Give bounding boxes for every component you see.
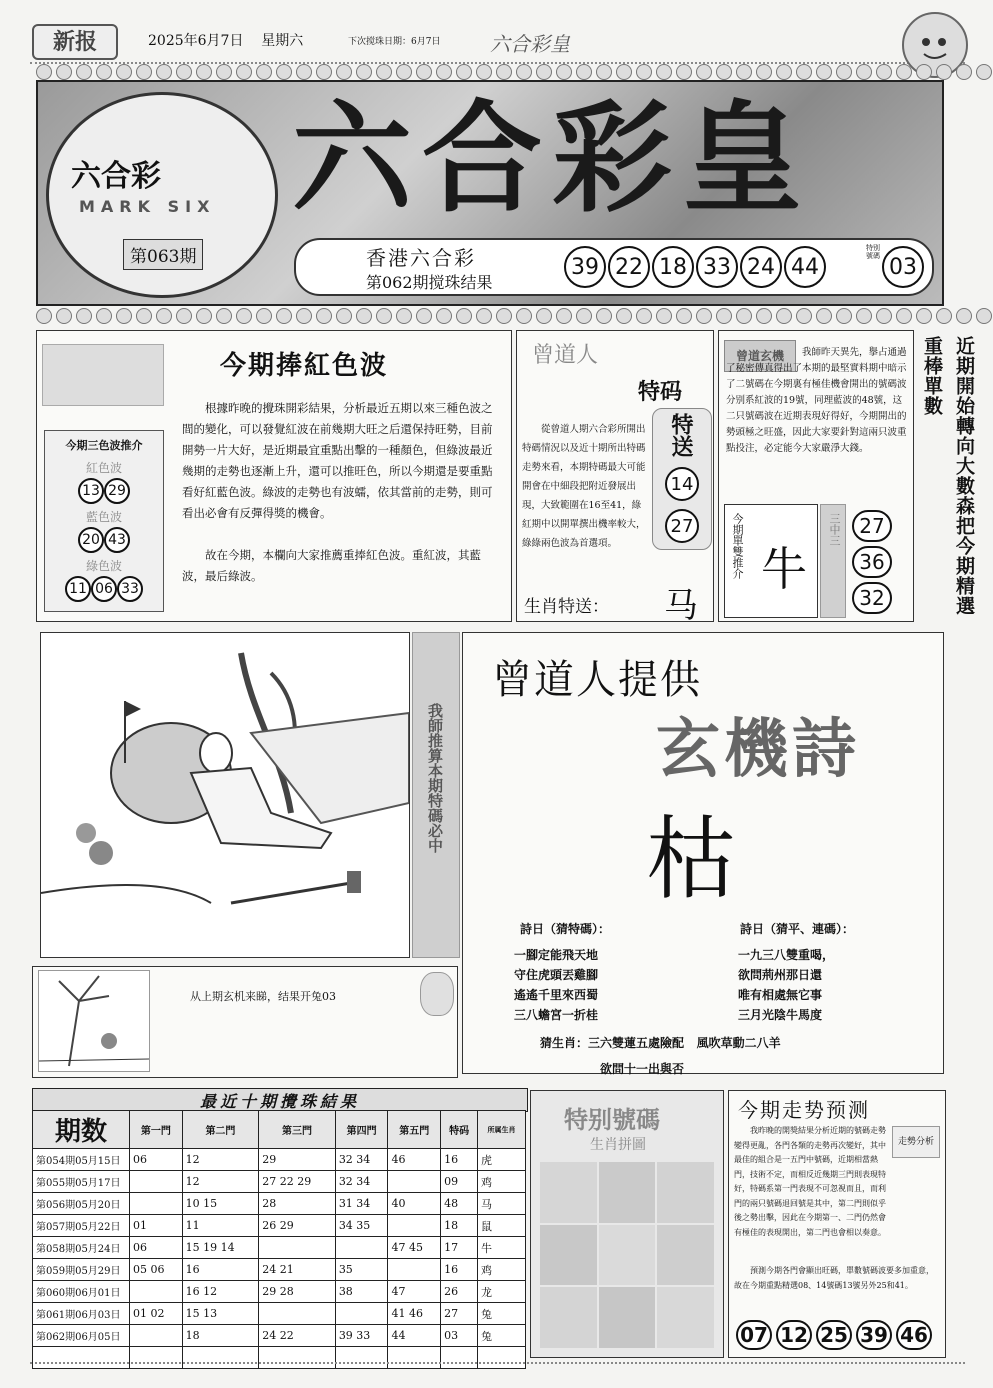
cell-c5: 40 <box>388 1193 441 1215</box>
col-period: 期数 <box>33 1111 130 1149</box>
cell-period: 第056期05月20日 <box>33 1193 130 1215</box>
teacher-ball-1: 27 <box>852 510 892 542</box>
cell-c1 <box>130 1171 183 1193</box>
zeng-shengxiao-label: 生肖特送： <box>524 597 609 617</box>
cell-c3: 24 22 <box>259 1325 336 1347</box>
cell-c4: 32 34 <box>335 1149 388 1171</box>
poem-left-1: 一腳定能飛天地 <box>514 948 599 962</box>
trend-ball-3: 25 <box>816 1320 852 1350</box>
cell-c1 <box>130 1281 183 1303</box>
cell-c1: 06 <box>130 1237 183 1259</box>
cell-c5: 47 <box>388 1281 441 1303</box>
draw-label: 第062期搅珠结果 <box>366 273 493 292</box>
cell-c4: 35 <box>335 1259 388 1281</box>
wave-recommend-title: 今期三色波推介 <box>65 439 143 452</box>
poem-guess-3: 欲問十一出與否 <box>600 1062 685 1076</box>
cell-c3: 28 <box>259 1193 336 1215</box>
issue-number: 第063期 <box>123 239 203 270</box>
draw-ball: 22 <box>608 246 650 288</box>
cell-c5 <box>388 1171 441 1193</box>
hk-label: 香港六合彩 <box>366 246 476 270</box>
trend-ball-5: 46 <box>896 1320 932 1350</box>
trend-badge: 走勢分析 <box>892 1126 940 1158</box>
red-wave-label: 紅色波 <box>85 461 122 475</box>
poem-right-2: 欲問荊州那日還 <box>738 968 823 982</box>
cell-c5: 41 46 <box>388 1303 441 1325</box>
teacher-recommend-box <box>724 504 818 618</box>
cell-c2: 10 15 <box>182 1193 259 1215</box>
poem-right-4: 三月光陰牛馬度 <box>738 1008 823 1022</box>
teacher-side-panel <box>820 504 846 618</box>
col-3: 第三門 <box>259 1111 336 1149</box>
cell-c2: 16 <box>182 1259 259 1281</box>
banner-title: 六合彩皇 <box>292 90 812 229</box>
zeng-ball-1: 14 <box>665 467 699 501</box>
trend-ball-2: 12 <box>776 1320 812 1350</box>
cell-s: 虎 <box>478 1149 526 1171</box>
cell-c1 <box>130 1193 183 1215</box>
cell-s: 鸡 <box>478 1259 526 1281</box>
cell-s: 鼠 <box>478 1215 526 1237</box>
cell-c3: 27 22 29 <box>259 1171 336 1193</box>
poem-left-4: 三八蟾宮一折桂 <box>514 1008 599 1022</box>
results-title: 最近十期攪珠結果 <box>32 1088 528 1112</box>
cell-c4: 38 <box>335 1281 388 1303</box>
table-row <box>33 1303 526 1325</box>
blue-wave-label: 藍色波 <box>85 510 122 524</box>
cell-c5: 44 <box>388 1325 441 1347</box>
table-row <box>33 1171 526 1193</box>
cell-s: 兔 <box>478 1325 526 1347</box>
cell-s: 龙 <box>478 1281 526 1303</box>
cell-c2: 15 19 14 <box>182 1237 259 1259</box>
zeng-body: 從曾道人期六合彩所開出特碼情況以及近十期所出特碼走勢來看，本期特碼最大可能開會在中細段把附近發展出現，大致範圍在16至41，綠紅期中以開單撰出機率較大，綠綠兩色波為首選項。 <box>522 424 646 549</box>
cell-period: 第057期05月22日 <box>33 1215 130 1237</box>
last-period-illustration <box>38 970 150 1072</box>
teacher-recommend-label: 今期單雙推介 <box>731 513 744 579</box>
cell-c2: 12 <box>182 1149 259 1171</box>
cell-period: 第054期05月15日 <box>33 1149 130 1171</box>
red-wave-logo <box>42 344 164 406</box>
teacher-body: 我師昨天異先，擧占通過了秘密傳真得出了本期的最堅實料期中暗示了二號碼在今期裏有極佳機會開出的號碼波分别系紅波的19號，同理藍波的48號，这二只號碼波在近期表現好得好，今期開出的勢頭極之旺盛，因此大家要針對這兩只波重點投注，必定能今大家嚴淨大錢。 <box>726 347 907 454</box>
cell-c2: 15 13 <box>182 1303 259 1325</box>
teacher-ball-2: 36 <box>852 546 892 578</box>
cell-t: 17 <box>441 1237 478 1259</box>
cell-t: 18 <box>441 1215 478 1237</box>
cell-c5: 47 45 <box>388 1237 441 1259</box>
cell-c4: 34 35 <box>335 1215 388 1237</box>
cell-period: 第061期06月03日 <box>33 1303 130 1325</box>
new-badge: 新报 <box>32 24 118 60</box>
cell-c3 <box>259 1237 336 1259</box>
red-wave-body2: 故在今期，本欄向大家推薦重捧紅色波。重紅波，其藍波，最后綠波。 <box>182 548 481 583</box>
zeng-tema-label: 特码 <box>638 380 683 405</box>
draw-ball: 24 <box>740 246 782 288</box>
cell-t: 48 <box>441 1193 478 1215</box>
poem-illustration <box>40 632 410 958</box>
col-5: 第五門 <box>388 1111 441 1149</box>
red-wave-balls <box>45 478 163 504</box>
cell-c5 <box>388 1215 441 1237</box>
table-row <box>33 1237 526 1259</box>
cell-c3 <box>259 1303 336 1325</box>
cell-c4 <box>335 1237 388 1259</box>
table-row <box>33 1259 526 1281</box>
cell-t: 09 <box>441 1171 478 1193</box>
zodiac-puzzle <box>540 1162 714 1348</box>
cell-c2 <box>182 1347 259 1369</box>
trend-ball-1: 07 <box>736 1320 772 1350</box>
red-ball-2: 29 <box>104 478 130 504</box>
sleeping-man-illustration <box>41 633 409 957</box>
cell-c2: 11 <box>182 1215 259 1237</box>
cell-c4 <box>335 1347 388 1369</box>
table-row <box>33 1215 526 1237</box>
number-dots-top <box>36 64 993 78</box>
poem-guess: 猜生肖：三六雙蓮五處險配 風吹草動二八羊 <box>540 1036 781 1050</box>
green-wave-label: 綠色波 <box>85 559 122 573</box>
red-ball-1: 13 <box>78 478 104 504</box>
blue-wave-balls <box>45 527 163 553</box>
poem-title: 玄機詩 <box>656 713 860 787</box>
brand-small: 六合彩皇 <box>490 32 570 56</box>
cell-t: 16 <box>441 1259 478 1281</box>
cell-period: 第060期06月01日 <box>33 1281 130 1303</box>
cell-c2: 16 12 <box>182 1281 259 1303</box>
poem-left-2: 守住虎頭丟雞腳 <box>514 968 599 982</box>
special-label: 特别號碼 <box>866 244 880 260</box>
cell-c5 <box>388 1347 441 1369</box>
poem-provider: 曾道人提供 <box>492 657 702 703</box>
trend-ball-4: 39 <box>856 1320 892 1350</box>
teacher-ball-3: 32 <box>852 582 892 614</box>
zeng-song-label: 特送 <box>668 413 693 457</box>
mascot-icon <box>420 972 454 1016</box>
cell-period: 第055期05月17日 <box>33 1171 130 1193</box>
cell-c1: 01 02 <box>130 1303 183 1325</box>
results-table <box>32 1110 526 1369</box>
trend-title: 今期走势预测 <box>738 1098 870 1122</box>
table-row <box>33 1193 526 1215</box>
cell-c4: 31 34 <box>335 1193 388 1215</box>
cell-c4: 39 33 <box>335 1325 388 1347</box>
cell-c4 <box>335 1303 388 1325</box>
table-row <box>33 1149 526 1171</box>
red-wave-body: 根據昨晚的攪珠開彩結果，分析最近五期以來三種色波之間的變化，可以發覺紅波在前幾期大旺之后還保持旺勢，目前開勢一片大好，是近期最宜重點出擊的一種顏色，但綠波最近幾期的走勢也逐漸上升，還可以推旺色，所以今期還是要重點看好紅藍色波。綠波的走勢也有波蠕，依其當前的走勢，則可看出必會有反彈得獎的機會。 <box>182 401 493 520</box>
green-wave-balls <box>45 576 163 602</box>
zeng-title: 曾道人 <box>532 343 599 368</box>
results-header-row <box>33 1111 526 1149</box>
teacher-logo: 曾道玄機 <box>724 340 796 372</box>
cell-period: 第059期05月29日 <box>33 1259 130 1281</box>
cell-c5 <box>388 1259 441 1281</box>
draw-ball: 39 <box>564 246 606 288</box>
teacher-vertical-text: 近期開始轉向大數森把今期精選重棒單數 <box>921 336 975 616</box>
cell-t: 03 <box>441 1325 478 1347</box>
poem-left-head: 詩日（猜特碼）： <box>520 922 611 936</box>
zeng-ball-2: 27 <box>665 509 699 543</box>
cell-s: 兔 <box>478 1303 526 1325</box>
draw-balls <box>564 246 826 288</box>
draw-ball: 44 <box>784 246 826 288</box>
header-date: 2025年6月7日 星期六 <box>148 33 304 49</box>
cell-c1 <box>130 1325 183 1347</box>
cell-t: 16 <box>441 1149 478 1171</box>
cell-s: 鸡 <box>478 1171 526 1193</box>
poem-side-strip <box>412 632 460 958</box>
special-title: 特别號碼 <box>564 1106 660 1134</box>
blue-ball-1: 20 <box>78 527 104 553</box>
banner-logo <box>46 92 278 298</box>
teacher-animal: 牛 <box>761 542 807 596</box>
cell-c1: 05 06 <box>130 1259 183 1281</box>
cell-t: 26 <box>441 1281 478 1303</box>
number-dots-mid <box>36 308 993 322</box>
zeng-shengxiao: 马 <box>664 586 698 626</box>
cell-period <box>33 1347 130 1369</box>
cell-t: 27 <box>441 1303 478 1325</box>
trend-balls <box>736 1320 932 1350</box>
cell-c3: 26 29 <box>259 1215 336 1237</box>
blue-ball-2: 43 <box>104 527 130 553</box>
col-tema: 特码 <box>441 1111 478 1149</box>
cell-s <box>478 1347 526 1369</box>
cell-c2: 18 <box>182 1325 259 1347</box>
cell-c5: 46 <box>388 1149 441 1171</box>
green-ball-2: 06 <box>91 576 117 602</box>
table-row <box>33 1325 526 1347</box>
trend-body: 我昨晚的開獎結果分析近期的號碼走勢變得更亂，各門各類的走勢再次變好，其中最佳的組合是一五門中號碼，近期相當熱門，技術不定，而相反近幾期三門則表現特好，特碼系第一門表現不可忽視而且，而利門的兩只號碼退回號是其中，第二門則似乎後之勢出擊，因此在今期第一、二門仍然會有極佳的表現開出，第二門也會相以奏意。 <box>734 1126 886 1237</box>
logo-text: 六合彩 <box>71 159 161 194</box>
table-row <box>33 1281 526 1303</box>
cell-period: 第062期06月05日 <box>33 1325 130 1347</box>
green-ball-1: 11 <box>65 576 91 602</box>
cell-c3: 29 28 <box>259 1281 336 1303</box>
col-2: 第二門 <box>182 1111 259 1149</box>
cell-c3 <box>259 1347 336 1369</box>
bottom-rule <box>30 1362 965 1364</box>
poem-side-vertical: 我師推算本期特碼必中 <box>426 703 444 853</box>
poem-right-3: 唯有相處無它事 <box>738 988 823 1002</box>
cell-s: 牛 <box>478 1237 526 1259</box>
col-4: 第四門 <box>335 1111 388 1149</box>
cell-s: 马 <box>478 1193 526 1215</box>
draw-ball: 33 <box>696 246 738 288</box>
special-ball: 03 <box>882 246 924 288</box>
col-1: 第一門 <box>130 1111 183 1149</box>
cell-c4: 32 34 <box>335 1171 388 1193</box>
next-draw-date: 下次搅珠日期：6月7日 <box>348 37 441 47</box>
zeng-song-box <box>652 408 712 550</box>
col-zodiac: 所属生肖 <box>478 1111 526 1149</box>
poem-char: 枯 <box>646 807 736 912</box>
trend-body2: 預測今期各門會顯出旺碼，單數號碼波要多加重意，故在今期重點精選08、14號碼13號另外25和41。 <box>734 1266 934 1290</box>
draw-result-panel <box>294 238 934 296</box>
cell-period: 第058期05月24日 <box>33 1237 130 1259</box>
poem-right-1: 一九三八雙重喝， <box>738 948 835 962</box>
green-ball-3: 33 <box>117 576 143 602</box>
cell-c3: 29 <box>259 1149 336 1171</box>
special-sub: 生肖拼圖 <box>590 1137 646 1153</box>
table-row <box>33 1347 526 1369</box>
wave-recommend-box <box>44 430 164 612</box>
cell-t <box>441 1347 478 1369</box>
draw-ball: 18 <box>652 246 694 288</box>
poem-left-3: 遙遙千里來西蜀 <box>514 988 599 1002</box>
last-period-caption: 从上期玄机来睇，结果开兔03 <box>190 990 336 1003</box>
cell-c2: 12 <box>182 1171 259 1193</box>
cell-c1: 01 <box>130 1215 183 1237</box>
cell-c1 <box>130 1347 183 1369</box>
red-wave-title: 今期捧紅色波 <box>220 351 389 381</box>
logo-sub: MARK SIX <box>79 197 216 216</box>
poem-right-head: 詩日（猜平、連碼）： <box>740 922 855 936</box>
cell-c3: 24 21 <box>259 1259 336 1281</box>
cell-c1: 06 <box>130 1149 183 1171</box>
teacher-side-label: 三中三 <box>828 513 841 546</box>
